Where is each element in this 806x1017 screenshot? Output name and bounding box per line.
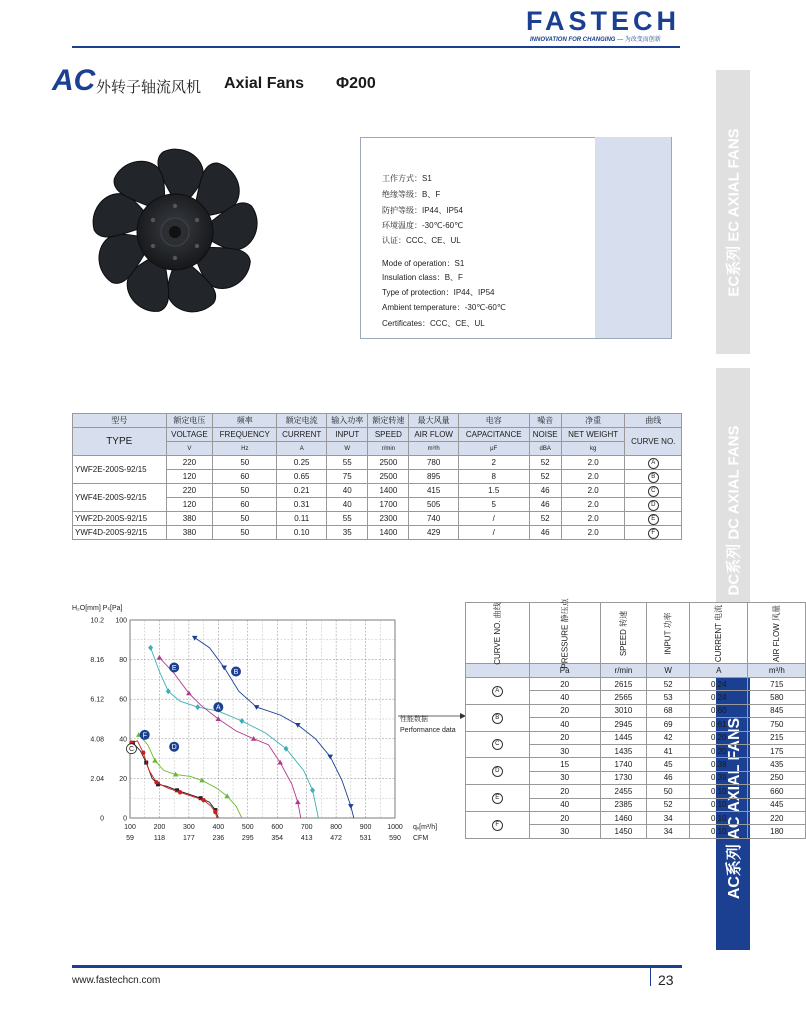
perf-cell: 1740 bbox=[600, 758, 646, 771]
perf-cell: 0.61 bbox=[690, 718, 748, 731]
unit-speed: r/min bbox=[368, 442, 409, 456]
spec-cell: 40 bbox=[327, 484, 368, 498]
perf-cell: 0.60 bbox=[690, 704, 748, 717]
cfm-tick-label: 295 bbox=[241, 835, 254, 842]
unit-noise: dBA bbox=[529, 442, 561, 456]
curve-label-C bbox=[126, 744, 136, 754]
spec-cn-certificates: 认证：CCC、CE、UL bbox=[382, 236, 461, 245]
spec-cell: 5 bbox=[458, 498, 529, 512]
spec-cell: 46 bbox=[529, 484, 561, 498]
x-tick-label: 300 bbox=[183, 824, 195, 831]
curve-label-F bbox=[140, 730, 150, 740]
perf-cell: 715 bbox=[748, 678, 806, 691]
perf-curve-cell bbox=[466, 678, 530, 705]
footer-rule bbox=[72, 965, 682, 968]
perf-col-pressure: PRESSURE 静压点 bbox=[560, 597, 570, 669]
cfm-tick-label: 531 bbox=[359, 835, 372, 842]
spec-cell: 55 bbox=[327, 456, 368, 470]
curve-badge bbox=[625, 526, 682, 540]
cfm-tick-label: 177 bbox=[183, 835, 195, 842]
performance-data-label-en: Performance data bbox=[400, 727, 456, 734]
curve-label-A bbox=[213, 702, 223, 712]
perf-cell: 1460 bbox=[600, 811, 646, 824]
spec-cell: 220 bbox=[166, 456, 213, 470]
perf-cell: 34 bbox=[647, 811, 690, 824]
perf-cell: 750 bbox=[748, 718, 806, 731]
spec-cn-protection: 防护等级：IP44、IP54 bbox=[382, 206, 463, 215]
col-voltage-cn: 额定电压 bbox=[166, 414, 213, 428]
spec-table-row bbox=[73, 456, 682, 470]
spec-en-protection: Type of protection：IP44、IP54 bbox=[382, 288, 495, 297]
spec-cell: 415 bbox=[409, 484, 458, 498]
model-type: YWF2E-200S-92/15 bbox=[73, 456, 167, 484]
y-tick-label-pa: 20 bbox=[119, 775, 127, 783]
spec-cell: 2.0 bbox=[561, 470, 625, 484]
spec-cell: 46 bbox=[529, 526, 561, 540]
curve-badge-letter: E bbox=[648, 514, 659, 525]
perf-cell: 1730 bbox=[600, 771, 646, 784]
curve-badge-letter: C bbox=[648, 486, 659, 497]
spec-table bbox=[72, 413, 682, 540]
y-tick-label-pa: 60 bbox=[119, 696, 127, 704]
spec-en-insulation: Insulation class：B、F bbox=[382, 273, 463, 282]
perf-cell: 445 bbox=[748, 798, 806, 811]
perf-table-row bbox=[466, 704, 806, 717]
spec-cell: 2500 bbox=[368, 456, 409, 470]
spec-en-operation: Mode of operation：S1 bbox=[382, 259, 465, 268]
col-frequency-cn: 频率 bbox=[213, 414, 277, 428]
x-tick-label: 100 bbox=[124, 824, 136, 831]
spec-cn-temperature: 环境温度：-30℃-60℃ bbox=[382, 221, 464, 230]
perf-unit-input: W bbox=[647, 664, 690, 678]
spec-cell: / bbox=[458, 512, 529, 526]
side-tab-ac-label: AC系列 AC AXIAL FANS bbox=[726, 717, 744, 899]
perf-cell: 2945 bbox=[600, 718, 646, 731]
curve-label-text: C bbox=[128, 746, 135, 754]
col-current-cn: 额定电流 bbox=[277, 414, 327, 428]
curve-badge bbox=[625, 470, 682, 484]
perf-col-current: CURRENT 电流 bbox=[714, 604, 724, 662]
spec-cell: 46 bbox=[529, 498, 561, 512]
footer-website-link[interactable]: www.fastechcn.com bbox=[72, 975, 161, 986]
spec-table-row bbox=[73, 512, 682, 526]
spec-en-certificates: Certificates：CCC、CE、UL bbox=[382, 319, 485, 328]
perf-cell: 0.39 bbox=[690, 771, 748, 784]
spec-cell: 2.0 bbox=[561, 484, 625, 498]
x-tick-label: 400 bbox=[212, 824, 225, 831]
spec-cell: 52 bbox=[529, 470, 561, 484]
spec-en-temperature: Ambient temperature：-30℃-60℃ bbox=[382, 303, 506, 312]
x2-axis-label: CFM bbox=[413, 835, 429, 842]
curve-badge bbox=[625, 512, 682, 526]
spec-cell: 895 bbox=[409, 470, 458, 484]
side-tab-dc-label: DC系列 DC AXIAL FANS bbox=[725, 424, 743, 596]
side-tab-ec-label: EC系列 EC AXIAL FANS bbox=[725, 127, 743, 297]
spec-cell: 380 bbox=[166, 512, 213, 526]
perf-cell: 0.24 bbox=[690, 678, 748, 691]
curve-badge-letter: B bbox=[648, 472, 659, 483]
cfm-tick-label: 354 bbox=[271, 835, 284, 842]
col-frequency-en: FREQUENCY bbox=[213, 428, 277, 442]
spec-cn-insulation: 绝缘等级：B、F bbox=[382, 190, 441, 199]
curve-label-B bbox=[231, 666, 241, 676]
page-number: 23 bbox=[658, 972, 674, 988]
x-tick-label: 700 bbox=[300, 824, 313, 831]
cfm-tick-label: 236 bbox=[212, 835, 225, 842]
curve-label-D bbox=[169, 742, 179, 752]
perf-curve-cell bbox=[466, 811, 530, 838]
perf-table-row bbox=[466, 731, 806, 744]
x-tick-label: 500 bbox=[241, 824, 254, 831]
x-tick-label: 800 bbox=[330, 824, 342, 831]
spec-cell: 740 bbox=[409, 512, 458, 526]
perf-table-units bbox=[466, 664, 806, 678]
curve-badge bbox=[625, 484, 682, 498]
curve-badge-letter: F bbox=[648, 528, 659, 539]
spec-cell: 2 bbox=[458, 456, 529, 470]
perf-curve-badge: C bbox=[492, 739, 503, 750]
perf-curve-cell bbox=[466, 704, 530, 731]
perf-cell: 250 bbox=[748, 771, 806, 784]
brand-logo: FASTECH bbox=[525, 6, 680, 36]
spec-cell: 120 bbox=[166, 470, 213, 484]
y-tick-label-mm: 6.12 bbox=[90, 696, 104, 704]
unit-weight: kg bbox=[561, 442, 625, 456]
header-rule bbox=[72, 46, 680, 48]
perf-cell: 53 bbox=[647, 691, 690, 704]
y-axis-label: H₂O[mm] Pₛ[Pa] bbox=[72, 605, 123, 612]
spec-cell: 2.0 bbox=[561, 512, 625, 526]
perf-cell: 42 bbox=[647, 731, 690, 744]
series-F-point bbox=[154, 780, 158, 784]
perf-col-curve: CURVE NO. 曲线 bbox=[492, 601, 502, 665]
unit-voltage: V bbox=[166, 442, 213, 456]
col-noise-cn: 噪音 bbox=[529, 414, 561, 428]
perf-unit-current: A bbox=[690, 664, 748, 678]
perf-cell: 2565 bbox=[600, 691, 646, 704]
brand-slogan bbox=[530, 34, 680, 43]
spec-cell: 1700 bbox=[368, 498, 409, 512]
curve-label-text: B bbox=[233, 668, 239, 676]
perf-cell: 30 bbox=[529, 771, 600, 784]
col-weight-en: NET WEIGHT bbox=[561, 428, 625, 442]
perf-cell: 40 bbox=[529, 718, 600, 731]
spec-cell: 50 bbox=[213, 512, 277, 526]
spec-cell: 780 bbox=[409, 456, 458, 470]
unit-input: W bbox=[327, 442, 368, 456]
cfm-tick-label: 413 bbox=[300, 835, 313, 842]
perf-cell: 3010 bbox=[600, 704, 646, 717]
perf-cell: 20 bbox=[529, 704, 600, 717]
curve-badge bbox=[625, 456, 682, 470]
perf-cell: 215 bbox=[748, 731, 806, 744]
col-speed-en: SPEED bbox=[368, 428, 409, 442]
spec-cell: 0.31 bbox=[277, 498, 327, 512]
spec-cell: 35 bbox=[327, 526, 368, 540]
unit-frequency: Hz bbox=[213, 442, 277, 456]
model-type: YWF2D-200S-92/15 bbox=[73, 512, 167, 526]
perf-cell: 50 bbox=[647, 785, 690, 798]
col-curve-en: CURVE NO. bbox=[625, 428, 682, 456]
spec-table-header-cn bbox=[73, 414, 682, 428]
perf-table-row bbox=[466, 811, 806, 824]
model-type: YWF4E-200S-92/15 bbox=[73, 484, 167, 512]
perf-cell: 41 bbox=[647, 744, 690, 757]
title-prefix: AC bbox=[52, 64, 96, 97]
slogan-cn: — 为改变而创新 bbox=[617, 37, 661, 43]
title-diameter: Φ200 bbox=[336, 75, 376, 92]
unit-current: A bbox=[277, 442, 327, 456]
perf-table-row bbox=[466, 785, 806, 798]
perf-cell: 15 bbox=[529, 758, 600, 771]
series-F-point bbox=[213, 810, 217, 814]
spec-cell: 50 bbox=[213, 526, 277, 540]
performance-arrow bbox=[398, 712, 468, 722]
cfm-tick-label: 590 bbox=[389, 835, 401, 842]
spec-cell: 1.5 bbox=[458, 484, 529, 498]
perf-cell: 2455 bbox=[600, 785, 646, 798]
perf-cell: 68 bbox=[647, 704, 690, 717]
perf-table-header bbox=[466, 603, 806, 664]
spec-cell: 52 bbox=[529, 512, 561, 526]
spec-cell: 55 bbox=[327, 512, 368, 526]
perf-unit-airflow: m³/h bbox=[748, 664, 806, 678]
perf-cell: 20 bbox=[529, 785, 600, 798]
spec-table-row bbox=[73, 484, 682, 498]
title-cn: 外转子轴流风机 bbox=[96, 79, 202, 96]
perf-cell: 0.24 bbox=[690, 691, 748, 704]
unit-capacitance: μF bbox=[458, 442, 529, 456]
perf-cell: 0.20 bbox=[690, 731, 748, 744]
perf-table-row bbox=[466, 678, 806, 691]
curve-label-text: D bbox=[171, 744, 177, 752]
y-tick-label-mm: 4.08 bbox=[90, 736, 104, 744]
perf-cell: 0.20 bbox=[690, 744, 748, 757]
chart-grid bbox=[130, 620, 395, 818]
model-type: YWF4D-200S-92/15 bbox=[73, 526, 167, 540]
col-weight-cn: 净重 bbox=[561, 414, 625, 428]
spec-cell: 60 bbox=[213, 498, 277, 512]
unit-airflow: m³/h bbox=[409, 442, 458, 456]
col-current-en: CURRENT bbox=[277, 428, 327, 442]
perf-cell: 580 bbox=[748, 691, 806, 704]
curve-label-text: E bbox=[171, 665, 177, 673]
y-tick-label-pa: 100 bbox=[115, 617, 127, 625]
x-tick-label: 1000 bbox=[387, 824, 403, 831]
spec-cell: 2.0 bbox=[561, 456, 625, 470]
perf-curve-badge: A bbox=[492, 686, 503, 697]
curve-label-E bbox=[169, 663, 179, 673]
spec-table-row bbox=[73, 526, 682, 540]
x-axis-label: qᵥ[m³/h] bbox=[413, 824, 438, 831]
curve-badge-letter: D bbox=[648, 500, 659, 511]
col-noise-en: NOISE bbox=[529, 428, 561, 442]
col-input-en: INPUT bbox=[327, 428, 368, 442]
series-F-point bbox=[141, 750, 145, 754]
spec-cell: 380 bbox=[166, 526, 213, 540]
x-tick-label: 200 bbox=[153, 824, 166, 831]
spec-cell: 8 bbox=[458, 470, 529, 484]
col-airflow-en: AIR FLOW bbox=[409, 428, 458, 442]
perf-cell: 660 bbox=[748, 785, 806, 798]
col-airflow-cn: 最大风量 bbox=[409, 414, 458, 428]
perf-cell: 0.38 bbox=[690, 758, 748, 771]
perf-cell: 20 bbox=[529, 678, 600, 691]
perf-cell: 40 bbox=[529, 691, 600, 704]
perf-curve-badge: B bbox=[492, 713, 503, 724]
perf-cell: 34 bbox=[647, 825, 690, 838]
side-tab-ec[interactable] bbox=[716, 70, 750, 354]
perf-unit-speed: r/min bbox=[600, 664, 646, 678]
perf-cell: 0.10 bbox=[690, 825, 748, 838]
perf-curve-cell bbox=[466, 758, 530, 785]
perf-cell: 40 bbox=[529, 798, 600, 811]
spec-cell: 220 bbox=[166, 484, 213, 498]
y-tick-label-mm: 10.2 bbox=[90, 617, 104, 625]
perf-cell: 175 bbox=[748, 744, 806, 757]
col-capacitance-cn: 电容 bbox=[458, 414, 529, 428]
performance-data-label-cn: 性能数据 bbox=[400, 716, 428, 723]
perf-cell: 20 bbox=[529, 731, 600, 744]
perf-cell: 180 bbox=[748, 825, 806, 838]
title-en: Axial Fans bbox=[224, 75, 305, 92]
perf-cell: 30 bbox=[529, 825, 600, 838]
perf-cell: 2385 bbox=[600, 798, 646, 811]
spec-cell: 50 bbox=[213, 484, 277, 498]
col-input-cn: 输入功率 bbox=[327, 414, 368, 428]
spec-cell: 2.0 bbox=[561, 498, 625, 512]
spec-cell: 75 bbox=[327, 470, 368, 484]
perf-col-speed: SPEED 转速 bbox=[618, 610, 628, 656]
perf-cell: 45 bbox=[647, 758, 690, 771]
spec-cell: 1400 bbox=[368, 484, 409, 498]
spec-cell: 505 bbox=[409, 498, 458, 512]
perf-cell: 52 bbox=[647, 678, 690, 691]
performance-table bbox=[465, 597, 806, 839]
spec-cell: 2300 bbox=[368, 512, 409, 526]
perf-cell: 0.10 bbox=[690, 811, 748, 824]
spec-cell: 2500 bbox=[368, 470, 409, 484]
perf-cell: 435 bbox=[748, 758, 806, 771]
spec-cell: 0.11 bbox=[277, 512, 327, 526]
x-tick-label: 600 bbox=[271, 824, 284, 831]
perf-cell: 20 bbox=[529, 811, 600, 824]
col-voltage-en: VOLTAGE bbox=[166, 428, 213, 442]
y-tick-label-mm: 0 bbox=[100, 815, 104, 823]
series-F-point bbox=[201, 798, 205, 802]
spec-cell: 50 bbox=[213, 456, 277, 470]
spec-box-shade bbox=[595, 137, 671, 338]
perf-cell: 0.10 bbox=[690, 798, 748, 811]
spec-cell: / bbox=[458, 526, 529, 540]
spec-cell: 0.21 bbox=[277, 484, 327, 498]
y-tick-label-pa: 40 bbox=[119, 736, 127, 744]
curve-badge bbox=[625, 498, 682, 512]
curve-label-text: F bbox=[142, 732, 147, 740]
y-tick-label-mm: 8.16 bbox=[90, 657, 104, 665]
cfm-tick-label: 118 bbox=[153, 835, 166, 842]
spec-table-header-en bbox=[73, 428, 682, 442]
fan-image bbox=[90, 150, 270, 320]
perf-curve-cell bbox=[466, 731, 530, 758]
y-tick-label-pa: 0 bbox=[123, 815, 127, 823]
perf-cell: 0.10 bbox=[690, 785, 748, 798]
spec-cell: 52 bbox=[529, 456, 561, 470]
spec-cell: 120 bbox=[166, 498, 213, 512]
spec-cell: 1400 bbox=[368, 526, 409, 540]
col-type-en: TYPE bbox=[73, 428, 167, 456]
perf-curve-badge: D bbox=[492, 766, 503, 777]
perf-cell: 46 bbox=[647, 771, 690, 784]
curve-badge-letter: A bbox=[648, 458, 659, 469]
col-type-cn: 型号 bbox=[73, 414, 167, 428]
spec-cell: 0.25 bbox=[277, 456, 327, 470]
perf-curve-badge: F bbox=[492, 820, 503, 831]
spec-cell: 60 bbox=[213, 470, 277, 484]
cfm-tick-label: 472 bbox=[330, 835, 342, 842]
perf-cell: 1445 bbox=[600, 731, 646, 744]
perf-cell: 1450 bbox=[600, 825, 646, 838]
slogan-en: INNOVATION FOR CHANGING bbox=[530, 37, 616, 43]
y-tick-label-pa: 80 bbox=[119, 657, 127, 665]
spec-cn-operation: 工作方式：S1 bbox=[382, 174, 432, 183]
spec-cell: 0.10 bbox=[277, 526, 327, 540]
y-tick-label-mm: 2.04 bbox=[90, 775, 104, 783]
col-curve-cn: 曲线 bbox=[625, 414, 682, 428]
col-speed-cn: 额定转速 bbox=[368, 414, 409, 428]
perf-col-airflow: AIR FLOW 风量 bbox=[772, 604, 782, 662]
perf-cell: 2615 bbox=[600, 678, 646, 691]
cfm-tick-label: 59 bbox=[126, 835, 134, 842]
curve-label-text: A bbox=[215, 704, 221, 712]
perf-cell: 1435 bbox=[600, 744, 646, 757]
series-F-point bbox=[178, 790, 182, 794]
perf-col-input: INPUT 功率 bbox=[663, 611, 673, 655]
x-tick-label: 900 bbox=[359, 824, 372, 831]
perf-cell: 69 bbox=[647, 718, 690, 731]
perf-cell: 220 bbox=[748, 811, 806, 824]
perf-cell: 845 bbox=[748, 704, 806, 717]
perf-cell: 52 bbox=[647, 798, 690, 811]
col-capacitance-en: CAPACITANCE bbox=[458, 428, 529, 442]
spec-cell: 40 bbox=[327, 498, 368, 512]
perf-curve-badge: E bbox=[492, 793, 503, 804]
perf-curve-cell bbox=[466, 785, 530, 812]
spec-cell: 0.65 bbox=[277, 470, 327, 484]
page-number-divider bbox=[650, 968, 651, 986]
perf-unit-pressure: Pa bbox=[529, 664, 600, 678]
perf-table-row bbox=[466, 758, 806, 771]
spec-cell: 429 bbox=[409, 526, 458, 540]
spec-cell: 2.0 bbox=[561, 526, 625, 540]
perf-cell: 30 bbox=[529, 744, 600, 757]
